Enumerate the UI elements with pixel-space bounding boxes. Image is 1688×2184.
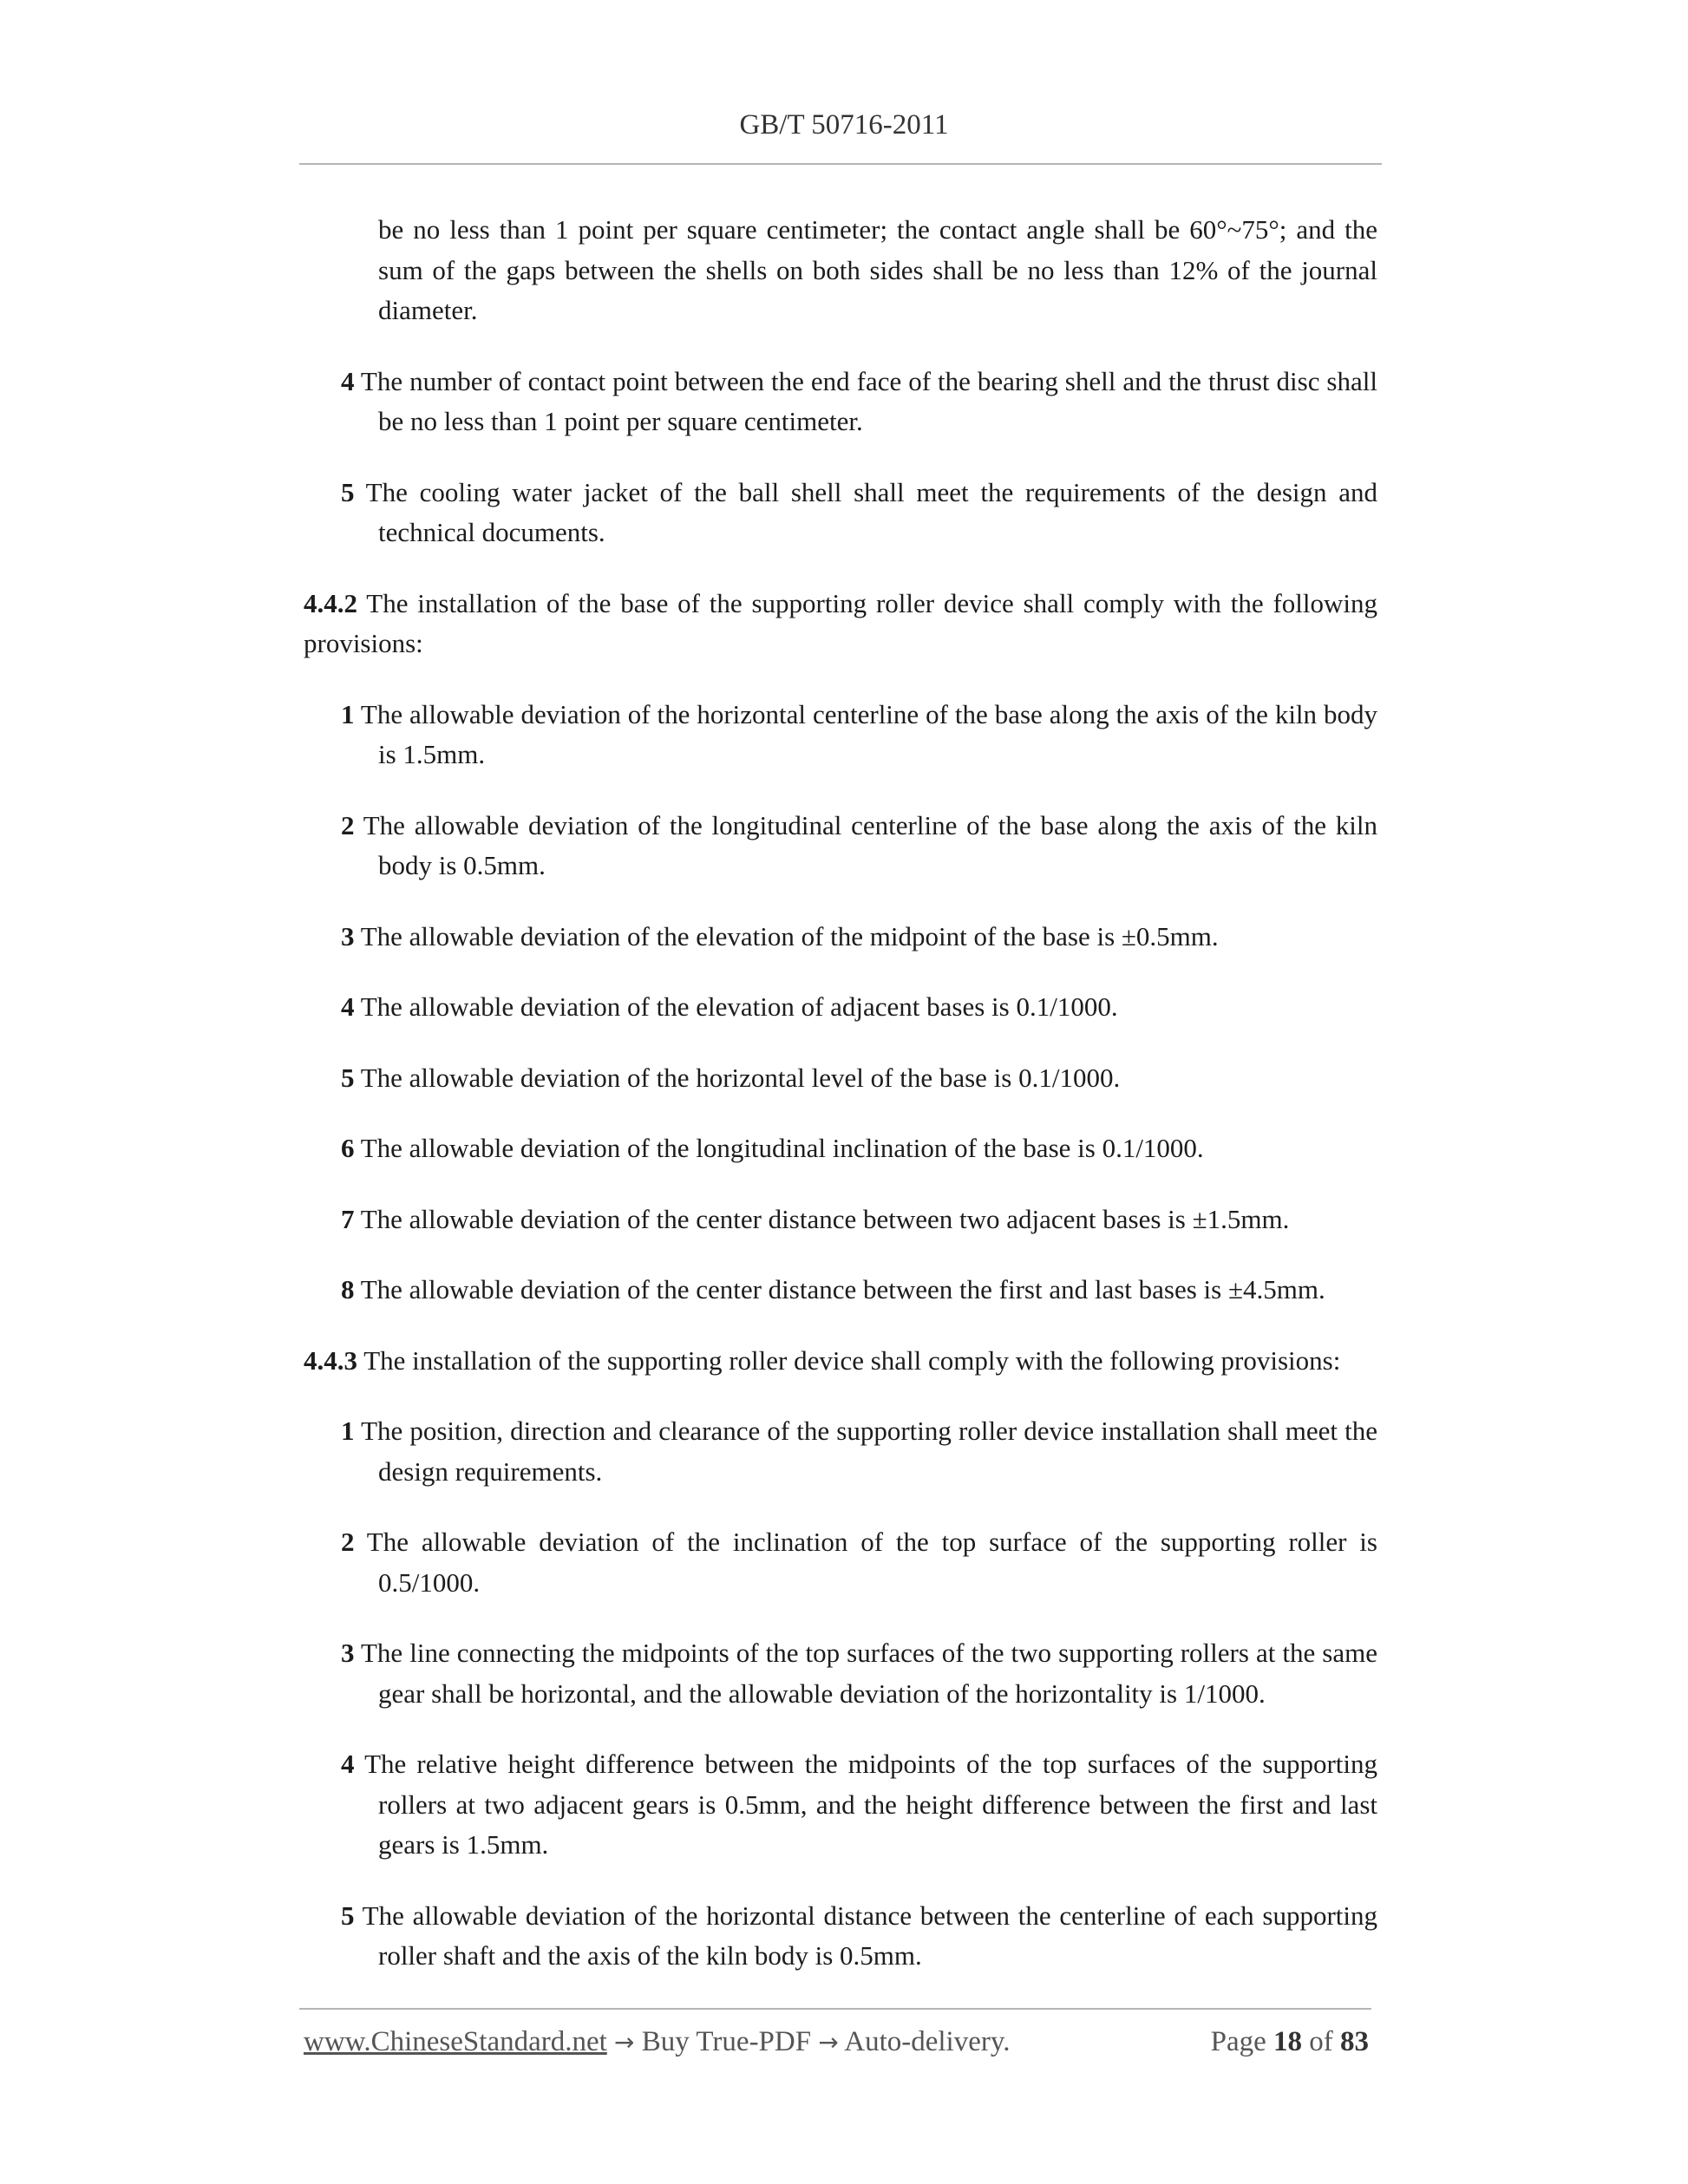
item-number: 5 xyxy=(341,1900,355,1931)
list-item xyxy=(341,987,1377,1028)
arrow-right-icon: → xyxy=(818,2028,839,2056)
list-item xyxy=(341,1896,1377,1977)
item-number: 3 xyxy=(341,1638,355,1668)
list-item xyxy=(341,1128,1377,1169)
clause-number: 4.4.2 xyxy=(304,587,357,618)
page-indicator xyxy=(1211,2026,1369,2058)
document-body xyxy=(304,210,1377,2007)
page-footer xyxy=(304,2026,1369,2058)
clause-text: The installation of the supporting roller device shall comply with the following provisions: xyxy=(363,1344,1341,1376)
footer-divider xyxy=(299,2008,1371,2010)
item-text: The allowable deviation of the elevation of adjacent bases is 0.1/1000. xyxy=(360,991,1118,1022)
list-item xyxy=(341,473,1377,553)
item-number: 1 xyxy=(341,698,355,729)
list-item xyxy=(341,1522,1377,1603)
item-text: The allowable deviation of the center distance between the first and last bases is ±4.5mm. xyxy=(360,1274,1325,1305)
item-number: 5 xyxy=(341,476,355,507)
list-item xyxy=(341,1058,1377,1099)
list-item xyxy=(341,1633,1377,1714)
item-text: The cooling water jacket of the ball shell shall meet the requirements of the design and technical documents. xyxy=(365,476,1377,547)
item-text: The allowable deviation of the horizontal level of the base is 0.1/1000. xyxy=(360,1062,1121,1093)
item-number: 1 xyxy=(341,1416,355,1446)
current-page-number: 18 xyxy=(1273,2026,1302,2057)
item-number: 5 xyxy=(341,1062,355,1093)
footer-promo xyxy=(304,2026,1010,2058)
arrow-right-icon: → xyxy=(614,2028,635,2056)
list-item xyxy=(341,1411,1377,1492)
total-page-count: 83 xyxy=(1340,2026,1369,2057)
page-header-title: GB/T 50716-2011 xyxy=(739,109,949,141)
continued-paragraph: be no less than 1 point per square centimeter; the contact angle shall be 60°~75°; and the sum of the gaps between the shells on both sides shall be no less than 12% of the journal diameter. xyxy=(378,214,1377,325)
item-text: The position, direction and clearance of the supporting roller device installation shall meet the design requirements. xyxy=(361,1416,1377,1487)
item-number: 4 xyxy=(341,991,355,1022)
item-text: The number of contact point between the end face of the bearing shell and the thrust disc shall be no less than 1 point per square centimeter. xyxy=(360,365,1377,436)
website-link[interactable]: www.ChineseStandard.net xyxy=(304,2026,607,2057)
item-number: 4 xyxy=(341,1749,355,1779)
clause-4-4-2 xyxy=(304,584,1377,664)
list-item xyxy=(341,362,1377,442)
of-label: of xyxy=(1309,2026,1333,2057)
list-item xyxy=(341,806,1377,886)
list-item xyxy=(341,1744,1377,1866)
item-text: The relative height difference between the midpoints of the top surfaces of the supporting rollers at two adjacent gears is 0.5mm, and the height difference between the first and last gears is 1.5mm. xyxy=(364,1749,1377,1860)
page-label: Page xyxy=(1210,2026,1266,2057)
item-number: 3 xyxy=(341,920,355,951)
item-text: The allowable deviation of the horizontal centerline of the base along the axis of the kiln body is 1.5mm. xyxy=(360,698,1377,769)
item-text: The allowable deviation of the elevation of the midpoint of the base is ±0.5mm. xyxy=(360,920,1219,951)
clause-4-4-3 xyxy=(304,1341,1377,1382)
clause-text: The installation of the base of the supporting roller device shall comply with the following provisions: xyxy=(304,587,1377,658)
item-text: The allowable deviation of the inclination of the top surface of the supporting roller is 0.5/1000. xyxy=(366,1527,1377,1598)
item-text: The allowable deviation of the longitudinal centerline of the base along the axis of the kiln body is 0.5mm. xyxy=(363,809,1377,880)
item-number: 8 xyxy=(341,1274,355,1305)
header-divider xyxy=(299,163,1382,165)
item-number: 2 xyxy=(341,1527,355,1557)
auto-delivery-text: Auto-delivery. xyxy=(844,2026,1011,2057)
item-number: 2 xyxy=(341,809,355,840)
item-number: 4 xyxy=(341,365,355,396)
item-text: The allowable deviation of the center distance between two adjacent bases is ±1.5mm. xyxy=(360,1203,1290,1234)
list-item xyxy=(341,1270,1377,1311)
buy-true-pdf-text: Buy True-PDF xyxy=(641,2026,812,2057)
list-item xyxy=(341,695,1377,775)
item-number: 6 xyxy=(341,1133,355,1163)
item-text: The allowable deviation of the longitudinal inclination of the base is 0.1/1000. xyxy=(360,1133,1204,1163)
clause-number: 4.4.3 xyxy=(304,1344,357,1376)
item-text: The line connecting the midpoints of the top surfaces of the two supporting rollers at the same gear shall be horizontal, and the allowable deviation of the horizontality is 1/1000. xyxy=(360,1638,1377,1709)
list-item xyxy=(341,1200,1377,1240)
list-item xyxy=(341,917,1377,958)
item-text: The allowable deviation of the horizontal distance between the centerline of each supporting roller shaft and the axis of the kiln body is 0.5mm. xyxy=(362,1900,1377,1971)
item-number: 7 xyxy=(341,1203,355,1234)
